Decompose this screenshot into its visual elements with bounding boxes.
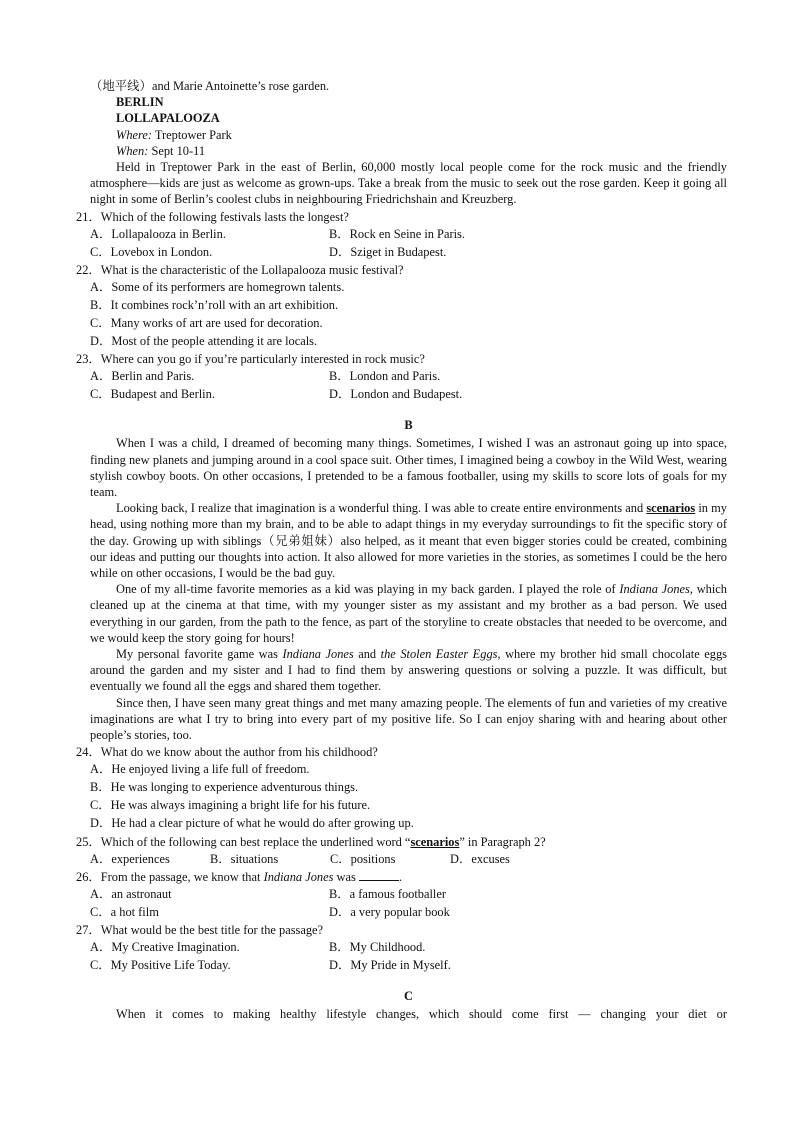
question-26-options-row2 (90, 903, 727, 921)
option-24d-row (90, 815, 727, 833)
city-heading: BERLIN (116, 95, 164, 110)
option-24c-row (90, 797, 727, 815)
p4-end: , where my brother hid small chocolate eggs around the garden and my sister and I had to find them by answering questions or solving a puzzle. It was difficult, but eventually we found all the eggs and shared them together. (90, 647, 727, 694)
question-27-options-row1 (90, 938, 727, 956)
option-22a-row (90, 278, 727, 296)
where-line (90, 127, 727, 143)
option-25c: C．positions (330, 851, 396, 866)
p2-start: Looking back, I realize that imagination is a wonderful thing. I was able to create entire environments and (116, 501, 647, 516)
where-value: Treptower Park (152, 127, 232, 142)
option-25a: A．experiences (90, 851, 170, 866)
section-c-paragraph-1: When it comes to making healthy lifestyle changes, which should come first — changing your diet or (116, 1007, 727, 1022)
q26-film-title: Indiana Jones (263, 869, 334, 884)
option-22c-row (90, 314, 727, 332)
option-26d: D．a very popular book (329, 904, 450, 919)
option-22a: A．Some of its performers are homegrown talents. (90, 279, 345, 294)
p2-end: in my head, using nothing more than my brain, and to be able to adapt things in my everyday surroundings to fit the specific story of the day. Growing up with siblings（兄弟姐妹）also helped, as it meant that even bigger stories could be created, combining our ideas and putting our thoughts into action. It also allowed for more varieties in the stories, as sometimes I could be the hero while on other occasions, I would be the bad guy. (90, 501, 727, 581)
option-23d: D．London and Budapest. (329, 387, 463, 402)
option-27a: A．My Creative Imagination. (90, 940, 240, 954)
intro-line: （地平线）and Marie Antoinette’s rose garden. (90, 79, 330, 93)
p3-start: One of my all-time favorite memories as a kid was playing in my back garden. I played the role of (116, 582, 620, 597)
option-25b: B．situations (210, 851, 279, 866)
option-22d: D．Most of the people attending it are locals. (90, 333, 318, 348)
option-26c: C．a hot film (90, 904, 159, 919)
section-b-paragraph-2 (90, 500, 727, 581)
answer-blank (359, 869, 399, 881)
option-21d: D．Sziget in Budapest. (329, 244, 447, 259)
question-25 (76, 834, 727, 850)
when-value: Sept 10-11 (148, 143, 206, 158)
option-24a-row (90, 761, 727, 779)
option-22d-row (90, 332, 727, 350)
option-21c: C．Lovebox in London. (90, 244, 213, 259)
question-24: 24．What do we know about the author from his childhood? (76, 745, 378, 760)
p3-end: , which cleaned up at the cinema at that time, with my younger sister as my assistant and my brother as a bad person. We used everything in our garden, from the path to the fence, as part of the storyline to create obstacles that needed to be overcome, and we would keep the story going for hours! (90, 582, 728, 645)
option-22c: C．Many works of art are used for decoration. (90, 315, 323, 330)
question-25-options-row (90, 850, 727, 868)
question-26-options-row1 (90, 885, 727, 903)
option-27c: C．My Positive Life Today. (90, 958, 231, 972)
question-21-options-row1 (90, 225, 727, 243)
option-23c: C．Budapest and Berlin. (90, 387, 215, 402)
option-23a: A．Berlin and Paris. (90, 369, 195, 384)
question-23: 23．Where can you go if you’re particularly interested in rock music? (76, 352, 425, 367)
festival-heading: LOLLAPALOOZA (116, 111, 220, 126)
option-21a: A．Lollapalooza in Berlin. (90, 226, 226, 241)
when-line (90, 143, 727, 159)
p4-title-1: Indiana Jones (282, 647, 354, 662)
page-content (76, 78, 728, 1023)
p4-title-2: the Stolen Easter Eggs (380, 647, 498, 662)
option-26a: A．an astronaut (90, 886, 172, 901)
section-b-paragraph-4 (90, 646, 727, 695)
option-24c: C．He was always imagining a bright life for his future. (90, 798, 371, 813)
option-24b: B．He was longing to experience adventurous things. (90, 780, 359, 795)
question-23-options-row2 (90, 385, 727, 403)
option-26b: B．a famous footballer (329, 886, 446, 901)
when-label: When: (116, 143, 149, 158)
scenarios-underlined-word: scenarios (646, 501, 696, 516)
option-27d: D．My Pride in Myself. (329, 958, 451, 972)
question-23-options-row1 (90, 367, 727, 385)
q26-stem-end: was (333, 869, 356, 884)
q25-stem-end: ” in Paragraph 2? (459, 834, 546, 849)
p4-start: My personal favorite game was (116, 647, 283, 662)
p3-film-title: Indiana Jones (619, 582, 690, 597)
option-24b-row (90, 779, 727, 797)
question-21-options-row2 (90, 243, 727, 261)
section-b-paragraph-3 (90, 581, 727, 646)
question-27-options-row2 (90, 956, 727, 974)
section-c-heading: C (404, 989, 413, 1004)
question-21: 21．Which of the following festivals lasts the longest? (76, 209, 349, 224)
where-label: Where: (116, 127, 153, 142)
berlin-paragraph: Held in Treptower Park in the east of Berlin, 60,000 mostly local people come for the rock music and the friendly atmosphere—kids are just as welcome as grown-ups. Take a break from the music to seek out the rose garden. Keep it going all night in some of Berlin’s coolest clubs in neighbouring Friedrichshain and Kreuzberg. (90, 160, 727, 207)
option-23b: B．London and Paris. (329, 369, 441, 384)
q25-stem-start: 25．Which of the following can best replace the underlined word “ (76, 834, 411, 849)
option-22b: B．It combines rock’n’roll with an art exhibition. (90, 297, 339, 312)
question-22: 22．What is the characteristic of the Lollapalooza music festival? (76, 262, 404, 277)
section-b-paragraph-1: When I was a child, I dreamed of becoming many things. Sometimes, I wished I was an astronaut going up into space, finding new planets and jumping around in a cool space suit. Other times, I imagined being a cowboy in the Wild West, wearing stylish cowboy boots. On other occasions, I pretended to be a famous footballer, using my skills to score lots of goals for my team. (90, 436, 727, 500)
option-24a: A．He enjoyed living a life full of freedom. (90, 762, 310, 777)
question-27: 27．What would be the best title for the passage? (76, 922, 324, 937)
question-26 (76, 869, 727, 885)
q26-stem-tail: . (398, 869, 403, 884)
option-21b: B．Rock en Seine in Paris. (329, 226, 465, 241)
option-22b-row (90, 296, 727, 314)
q25-underlined-word: scenarios (410, 834, 460, 849)
section-b-heading: B (404, 418, 413, 433)
q26-stem-start: 26．From the passage, we know that (76, 869, 264, 884)
option-25d: D．excuses (450, 851, 510, 866)
option-27b: B．My Childhood. (329, 940, 426, 954)
p4-mid: and (353, 647, 381, 662)
option-24d: D．He had a clear picture of what he would do after growing up. (90, 816, 414, 831)
section-b-paragraph-5: Since then, I have seen many great things and met many amazing people. The elements of fun and varieties of my creative imaginations are what I try to bring into every part of my positive life. So I can enjoy sharing with and hearing about other people’s stories, too. (90, 695, 727, 743)
